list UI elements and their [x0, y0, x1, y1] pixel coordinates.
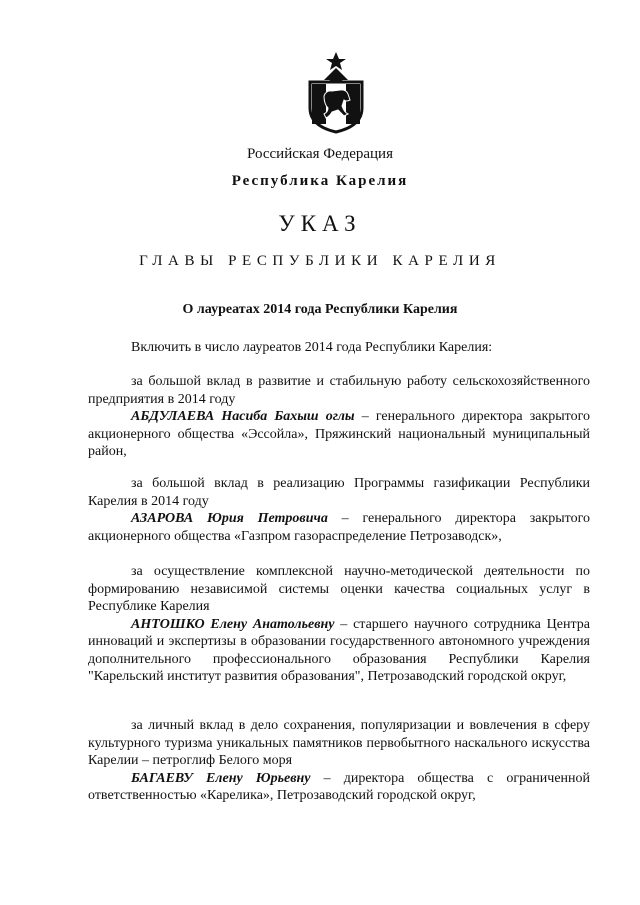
laureate-position: – старшего научного сотрудника Центра инноваций и экспертизы в образовании государственного автономного учреждения дополнительного профессионального образования Республики Карелия "Карельский институт развития образования", Петрозаводский городской округ,: [88, 616, 590, 684]
laureate-name: АНТОШКО Елену Анатольевну: [131, 616, 335, 632]
karelia-coat-of-arms-icon: [300, 50, 372, 134]
laureate-entry: [88, 510, 590, 545]
decree-intro: Включить в число лауреатов 2014 года Республики Карелия:: [131, 340, 493, 355]
federation-name: Российская Федерация: [247, 146, 393, 162]
laureate-reason: за большой вклад в развитие и стабильную работу сельскохозяйственного предприятия в 2014 году: [88, 374, 590, 407]
laureate-entry: [88, 408, 590, 461]
laureate-reason: за осуществление комплексной научно-методической деятельности по формированию независимой системы оценки качества социальных услуг в Республике Карелия: [88, 564, 590, 614]
laureate-position: – генерального директора закрытого акционерного общества «Эссойла», Пряжинский национальный муниципальный район,: [88, 409, 590, 459]
decree-issuer: ГЛАВЫ РЕСПУБЛИКИ КАРЕЛИЯ: [139, 253, 501, 269]
laureate-name: АБДУЛАЕВА Насиба Бахыш оглы: [131, 409, 355, 424]
laureate-reason: за личный вклад в дело сохранения, популяризации и вовлечения в сферу культурного туризма уникальных памятников первобытного наскального искусства Карелии – петроглиф Белого моря: [88, 718, 590, 768]
laureate-position: – генерального директора закрытого акционерного общества «Газпром газораспределение Петрозаводск»,: [88, 511, 590, 544]
laureate-block: [88, 717, 590, 805]
laureate-block: [88, 563, 590, 686]
decree-title: УКАЗ: [278, 211, 362, 236]
laureate-name: АЗАРОВА Юрия Петровича: [131, 511, 328, 526]
laureate-position: – директора общества с ограниченной ответственностью «Карелика», Петрозаводский городской округ,: [88, 770, 591, 803]
decree-subject: О лауреатах 2014 года Республики Карелия: [182, 302, 458, 317]
laureate-entry: [88, 770, 590, 805]
laureate-reason: за большой вклад в реализацию Программы газификации Республики Карелия в 2014 году: [88, 476, 590, 509]
laureate-block: [88, 475, 590, 545]
republic-name: Республика Карелия: [231, 173, 409, 189]
laureate-name: БАГАЕВУ Елену Юрьевну: [131, 770, 311, 786]
laureate-block: [88, 373, 590, 461]
laureate-entry: [88, 616, 590, 686]
